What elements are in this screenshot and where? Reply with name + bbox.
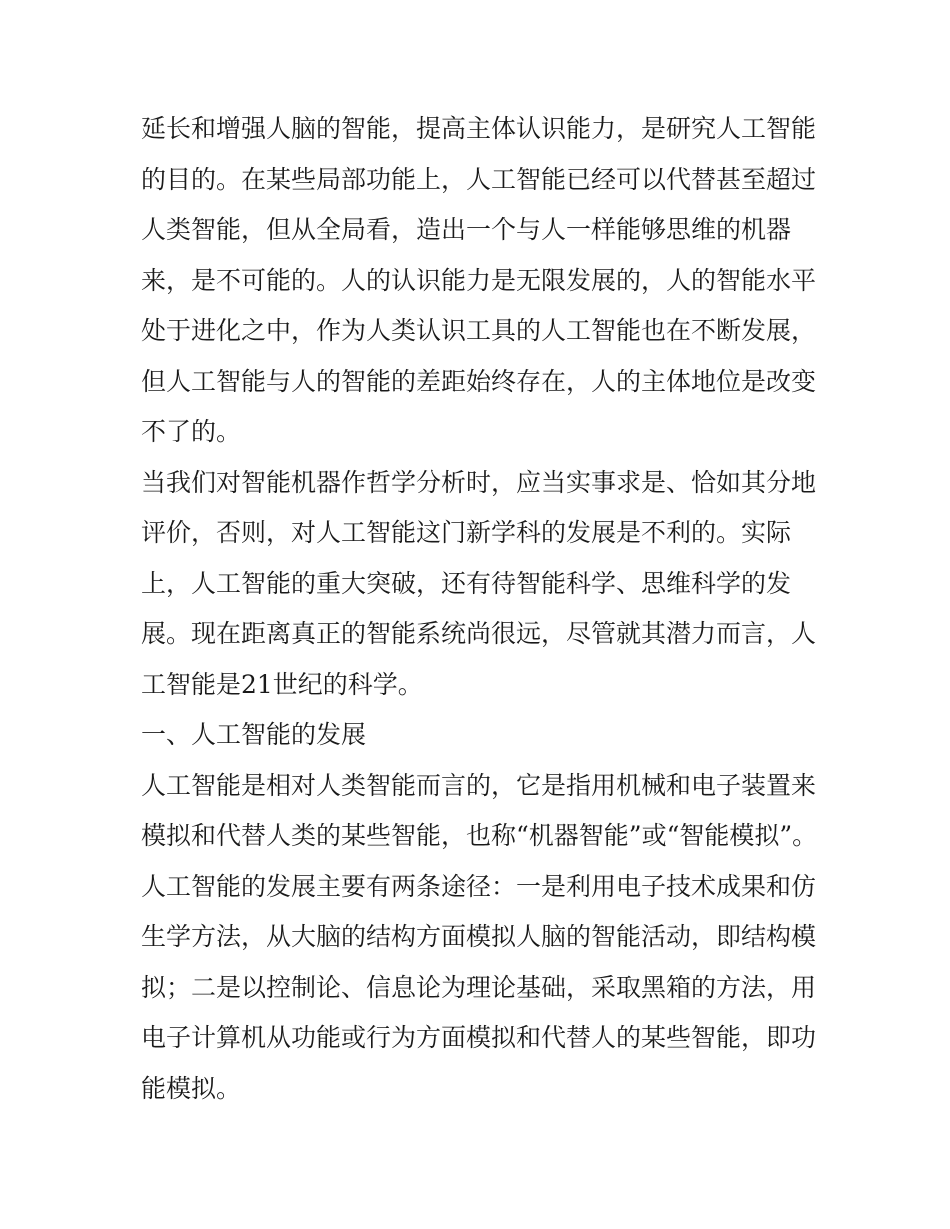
text-line: 工智能是21世纪的科学。 bbox=[141, 669, 423, 699]
text-line: 来，是不可能的。人的认识能力是无限发展的，人的智能水平 bbox=[141, 265, 817, 295]
text-line: 电子计算机从功能或行为方面模拟和代替人的某些智能，即功 bbox=[141, 1023, 817, 1052]
text-line: 当我们对智能机器作哲学分析时，应当实事求是、恰如其分地 bbox=[141, 467, 817, 497]
section-heading: 一、人工智能的发展 bbox=[141, 720, 367, 749]
text-line: 能模拟。 bbox=[141, 1073, 242, 1103]
text-line: 的目的。在某些局部功能上，人工智能已经可以代替甚至超过 bbox=[141, 164, 817, 194]
text-line: 拟；二是以控制论、信息论为理论基础，采取黑箱的方法，用 bbox=[141, 972, 817, 1002]
text-line: 不了的。 bbox=[141, 417, 242, 446]
text-line: 上，人工智能的重大突破，还有待智能科学、思维科学的发 bbox=[141, 568, 792, 598]
body-text bbox=[141, 104, 821, 1114]
text-line: 生学方法，从大脑的结构方面模拟人脑的智能活动，即结构模 bbox=[141, 922, 817, 951]
text-line: 延长和增强人脑的智能，提高主体认识能力，是研究人工智能 bbox=[141, 114, 817, 143]
text-line: 人类智能，但从全局看，造出一个与人一样能够思维的机器 bbox=[141, 215, 792, 244]
text-line: 但人工智能与人的智能的差距始终存在，人的主体地位是改变 bbox=[141, 366, 817, 396]
text-line: 人工智能的发展主要有两条途径：一是利用电子技术成果和仿 bbox=[141, 871, 817, 901]
text-line: 人工智能是相对人类智能而言的，它是指用机械和电子装置来 bbox=[141, 770, 817, 800]
text-line: 模拟和代替人类的某些智能，也称“机器智能”或“智能模拟”。 bbox=[141, 821, 818, 850]
text-line: 评价，否则，对人工智能这门新学科的发展是不利的。实际 bbox=[141, 518, 792, 547]
text-line: 展。现在距离真正的智能系统尚很远，尽管就其潜力而言，人 bbox=[141, 619, 817, 648]
text-line: 处于进化之中，作为人类认识工具的人工智能也在不断发展， bbox=[141, 316, 817, 345]
